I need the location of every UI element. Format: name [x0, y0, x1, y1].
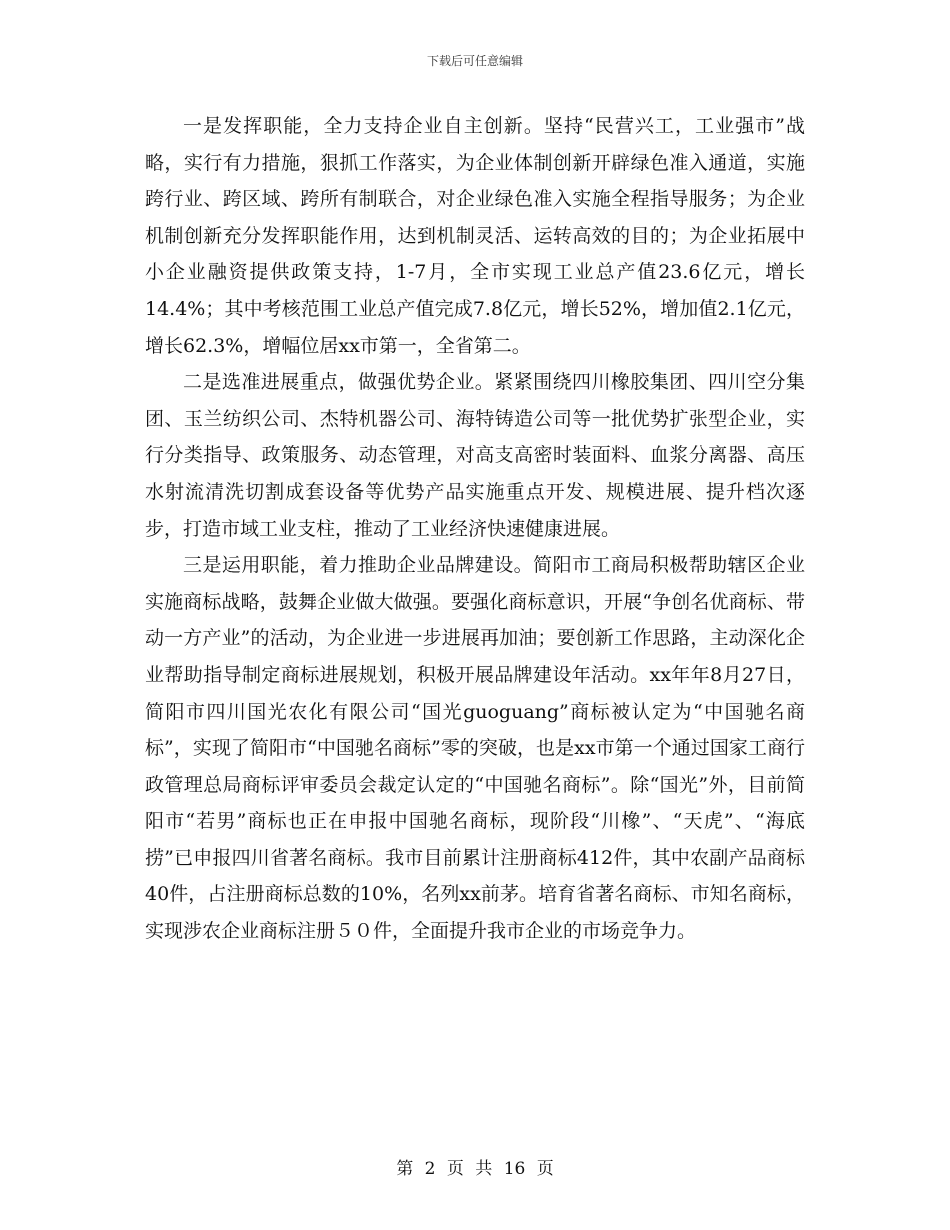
paragraph-2: 二是选准进展重点，做强优势企业。紧紧围绕四川橡胶集团、四川空分集团、玉兰纺织公司、杰特机器公司、海特铸造公司等一批优势扩张型企业，实行分类指导、政策服务、动态管理，对高支高密时装面料、血浆分离器、高压水射流清洗切割成套设备等优势产品实施重点开发、规模进展、提升档次逐步，打造市域工业支柱，推动了工业经济快速健康进展。: [145, 371, 805, 540]
paragraph-3: 三是运用职能，着力推助企业品牌建设。简阳市工商局积极帮助辖区企业实施商标战略，鼓舞企业做大做强。要强化商标意识，开展“争创名优商标、带动一方产业”的活动，为企业进一步进展再加油；要创新工作思路，主动深化企业帮助指导制定商标进展规划，积极开展品牌建设年活动。xx年年8月27日，简阳市四川国光农化有限公司“国光guoguang”商标被认定为“中国驰名商标”，实现了简阳市“中国驰名商标”零的突破，也是xx市第一个通过国家工商行政管理总局商标评审委员会裁定认定的“中国驰名商标”。除“国光”外，目前简阳市“若男”商标也正在申报中国驰名商标，现阶段“川橡”、“天虎”、“海底捞”已申报四川省著名商标。我市目前累计注册商标412件，其中农副产品商标40件，占注册商标总数的10%，名列xx前茅。培育省著名商标、市知名商标，实现涉农企业商标注册５０件，全面提升我市企业的市场竞争力。: [145, 554, 805, 943]
document-body: [145, 108, 805, 950]
page-header: 下载后可任意编辑: [426, 54, 523, 68]
paragraph-1: 一是发挥职能，全力支持企业自主创新。坚持“民营兴工，工业强市”战略，实行有力措施，狠抓工作落实，为企业体制创新开辟绿色准入通道，实施跨行业、跨区域、跨所有制联合，对企业绿色准入实施全程指导服务；为企业机制创新充分发挥职能作用，达到机制灵活、运转高效的目的；为企业拓展中小企业融资提供政策支持，1-7月，全市实现工业总产值23.6亿元，增长14.4%；其中考核范围工业总产值完成7.8亿元，增长52%，增加值2.1亿元，增长62.3%，增幅位居xx市第一，全省第二。: [145, 115, 805, 357]
page-footer: 第 2 页 共 16 页: [396, 1159, 554, 1179]
